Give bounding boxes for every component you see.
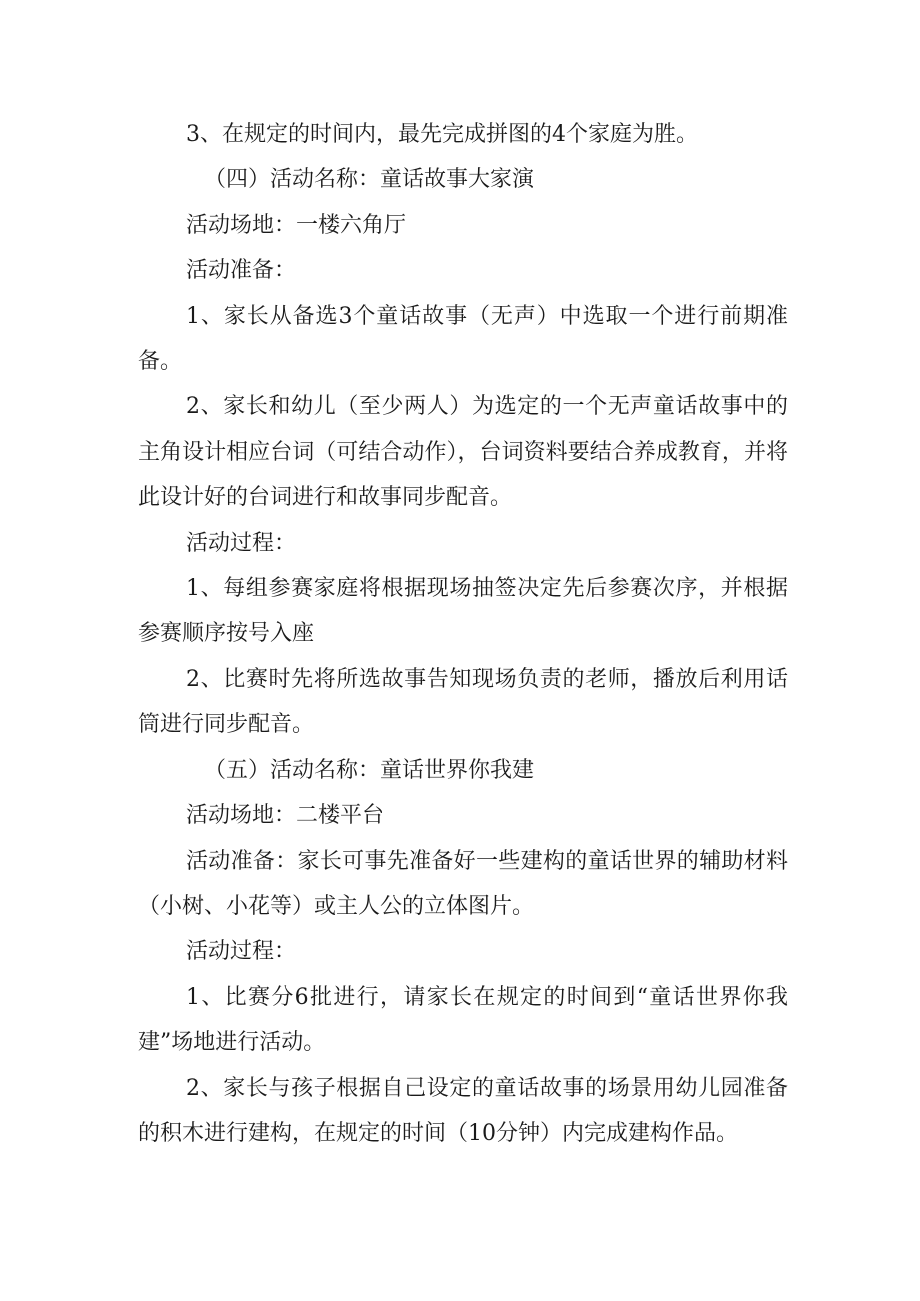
- paragraph-prep-1: 1、家长从备选3个童话故事（无声）中选取一个进行前期准备。: [138, 303, 788, 375]
- paragraph-rule-3: 3、在规定的时间内，最先完成拼图的4个家庭为胜。: [186, 122, 698, 147]
- paragraph-venue-2: 活动场地：二楼平台: [186, 803, 385, 829]
- paragraph-preparation-label: 活动准备：: [186, 258, 297, 284]
- paragraph-process-2: 2、比赛时先将所选故事告知现场负责的老师，播放后利用话筒进行同步配音。: [138, 666, 788, 738]
- document-body: [138, 112, 788, 1156]
- paragraph-process-2-2: 2、家长与孩子根据自己设定的童话故事的场景用幼儿园准备的积木进行建构，在规定的时间（10分钟）内完成建构作品。: [138, 1075, 788, 1146]
- paragraph-venue: 活动场地：一楼六角厅: [186, 212, 407, 238]
- paragraph-process-label: 活动过程：: [186, 530, 297, 556]
- paragraph-preparation-2: 活动准备：家长可事先准备好一些建构的童话世界的辅助材料（小树、小花等）或主人公的立体图片。: [138, 848, 788, 919]
- section-heading-five: （五）活动名称：童话世界你我建: [204, 757, 535, 783]
- paragraph-process-label-2: 活动过程：: [186, 939, 297, 965]
- paragraph-process-2-1: 1、比赛分6批进行，请家长在规定的时间到“童话世界你我建”场地进行活动。: [138, 984, 788, 1056]
- section-heading-four: （四）活动名称：童话故事大家演: [204, 167, 535, 193]
- paragraph-prep-2: 2、家长和幼儿（至少两人）为选定的一个无声童话故事中的主角设计相应台词（可结合动作），台词资料要结合养成教育，并将此设计好的台词进行和故事同步配音。: [138, 394, 788, 511]
- paragraph-process-1: 1、每组参赛家庭将根据现场抽签决定先后参赛次序，并根据参赛顺序按号入座: [138, 576, 788, 647]
